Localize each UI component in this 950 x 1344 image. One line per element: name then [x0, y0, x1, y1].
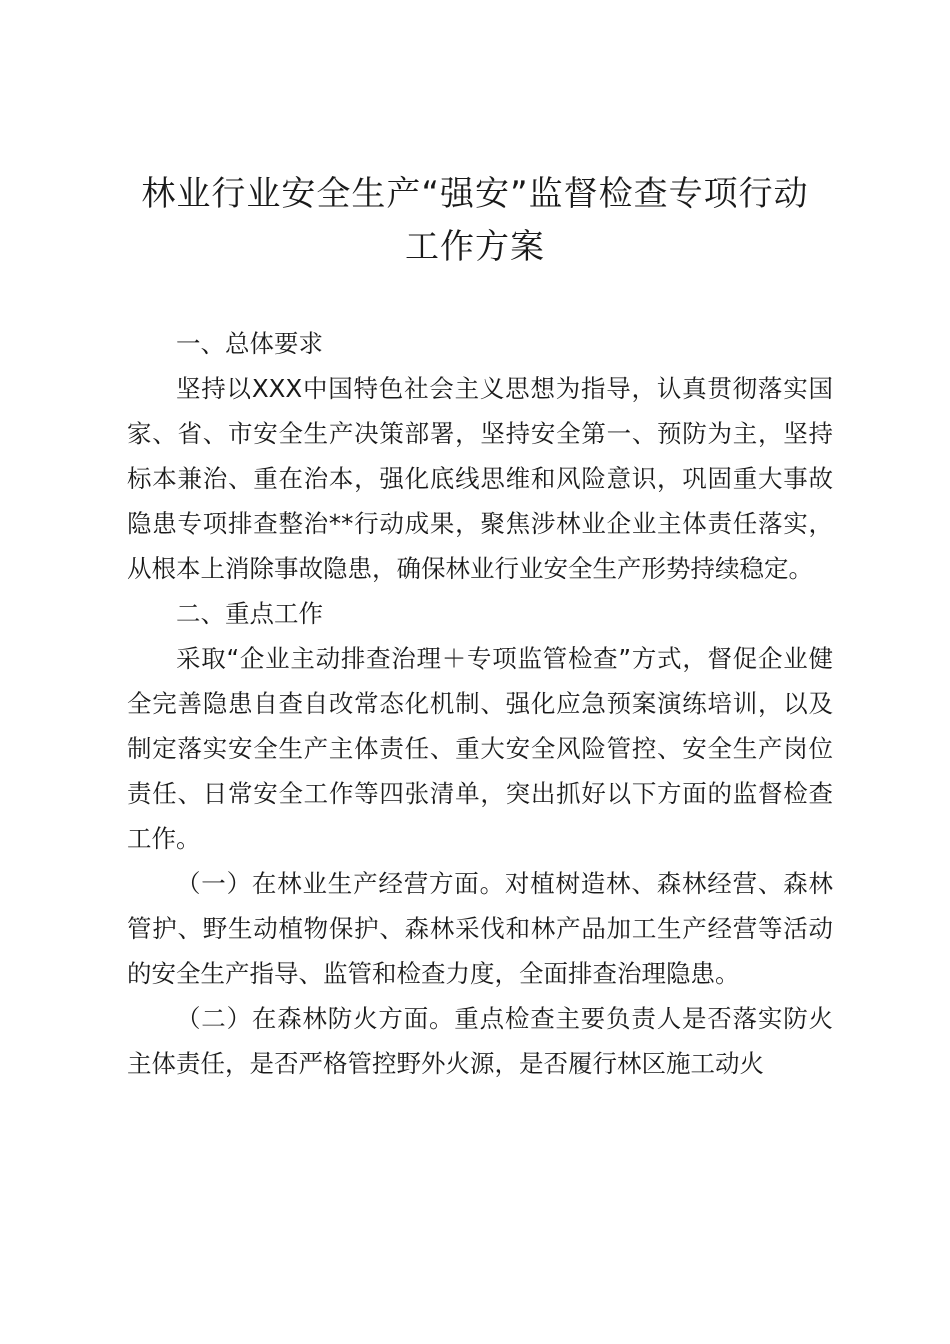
section-heading-key-work: 二、重点工作 — [176, 599, 323, 628]
paragraph-forestry-production: （一）在林业生产经营方面。对植树造林、森林经营、森林管护、野生动植物保护、森林采伐和林产品加工生产经营等活动的安全生产指导、监管和检查力度，全面排查治理隐患。 — [127, 869, 833, 988]
document-body — [127, 321, 833, 1086]
section-heading-general-requirements: 一、总体要求 — [176, 329, 323, 358]
paragraph-forest-fire-prevention: （二）在森林防火方面。重点检查主要负责人是否落实防火主体责任，是否严格管控野外火源，是否履行林区施工动火 — [127, 1004, 833, 1078]
paragraph-general-requirements: 坚持以XXX中国特色社会主义思想为指导，认真贯彻落实国家、省、市安全生产决策部署，坚持安全第一、预防为主，坚持标本兼治、重在治本，强化底线思维和风险意识，巩固重大事故隐患专项排查整治**行动成果，聚焦涉林业企业主体责任落实，从根本上消除事故隐患，确保林业行业安全生产形势持续稳定。 — [127, 374, 833, 583]
document-title-line-2: 工作方案 — [405, 227, 545, 267]
paragraph-key-work: 采取“企业主动排查治理＋专项监管检查”方式，督促企业健全完善隐患自查自改常态化机制、强化应急预案演练培训，以及制定落实安全生产主体责任、重大安全风险管控、安全生产岗位责任、日常安全工作等四张清单，突出抓好以下方面的监督检查工作。 — [127, 644, 833, 853]
document-title-line-1: 林业行业安全生产“强安”监督检查专项行动 — [141, 174, 809, 214]
